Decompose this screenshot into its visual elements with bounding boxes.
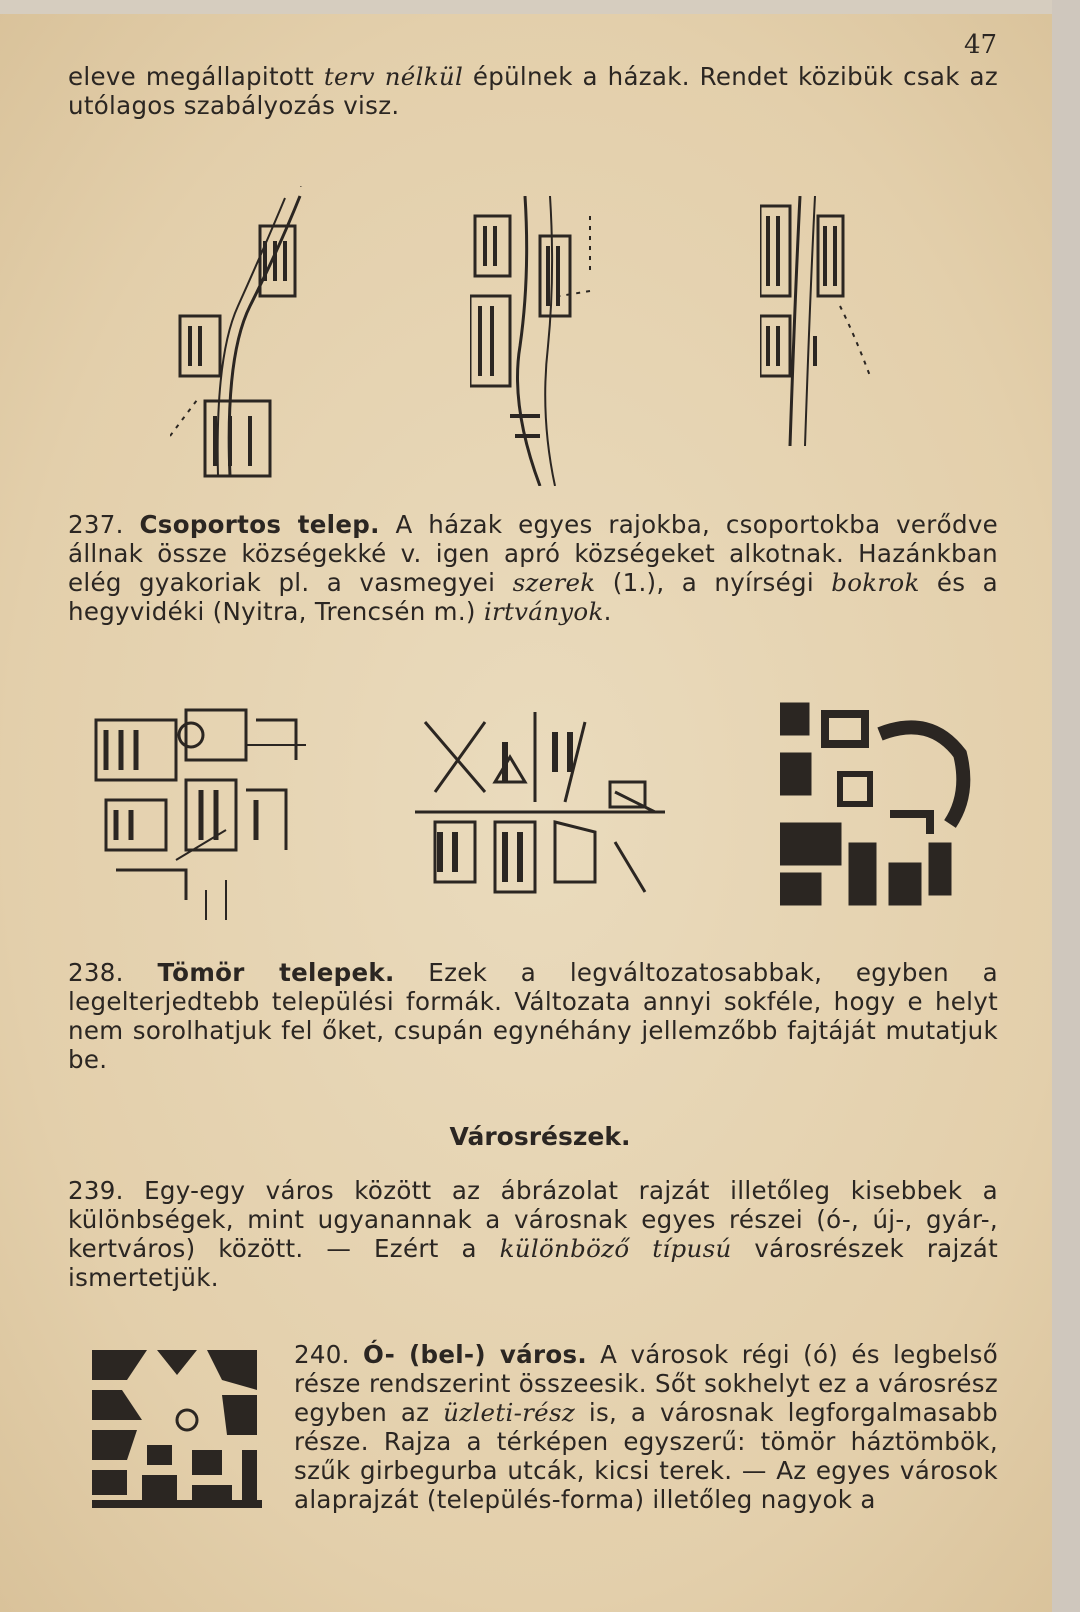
figure-237-sketch-1 — [170, 186, 330, 486]
intro-paragraph: eleve megállapitott terv nélkül épülnek a házak. Rendet közibük csak az utólagos szabályozás visz. — [68, 62, 998, 120]
paragraph-237: 237. Csoportos telep. A házak egyes rajokba, csoportokba verődve állnak össze községekké v. igen apró községeket alkotnak. Hazánkban elég gyakoriak pl. a vasmegyei szerek (1.), a nyírségi bokrok és a hegyvidéki (Nyitra, Trencsén m.) irtványok. — [68, 510, 998, 626]
figure-238-compact-3 — [780, 694, 980, 914]
figure-238-compact-2 — [415, 712, 665, 912]
section-heading: Városrészek. — [449, 1122, 631, 1151]
figure-237-sketch-3 — [760, 196, 890, 446]
figure-237-sketch-2 — [470, 196, 620, 486]
scan-edge-right — [1052, 0, 1080, 1612]
paragraph-239: 239. Egy-egy város között az ábrázolat rajzát illetőleg kisebbek a különbségek, mint ugyanannak a városnak egyes részei (ó-, új-, gyár-, kertváros) között. — Ezért a különböző típusú városrészek rajzát ismertetjük. — [68, 1176, 998, 1292]
scan-edge-top — [0, 0, 1080, 14]
figure-238-compact-1 — [86, 700, 306, 920]
figure-240-old-town — [92, 1350, 262, 1510]
paragraph-238: 238. Tömör telepek. Ezek a legváltozatosabbak, egyben a legelterjedtebb települési formák. Változata annyi sokféle, hogy e helyt nem sorolhatjuk fel őket, csupán egynéhány jellemzőbb fajtáját mutatjuk be. — [68, 958, 998, 1074]
page-number: 47 — [964, 30, 998, 60]
paragraph-240: 240. Ó- (bel-) város. A városok régi (ó) és legbelső része rendszerint összeesik. Sőt sokhelyt ez a városrész egyben az üzleti-rész is, a városnak legforgalmasabb része. Rajza a térképen egyszerű: tömör háztömbök, szűk girbegurba utcák, kicsi terek. — Az egyes városok alaprajzát (település-forma) illetőleg nagyok a — [294, 1340, 999, 1514]
